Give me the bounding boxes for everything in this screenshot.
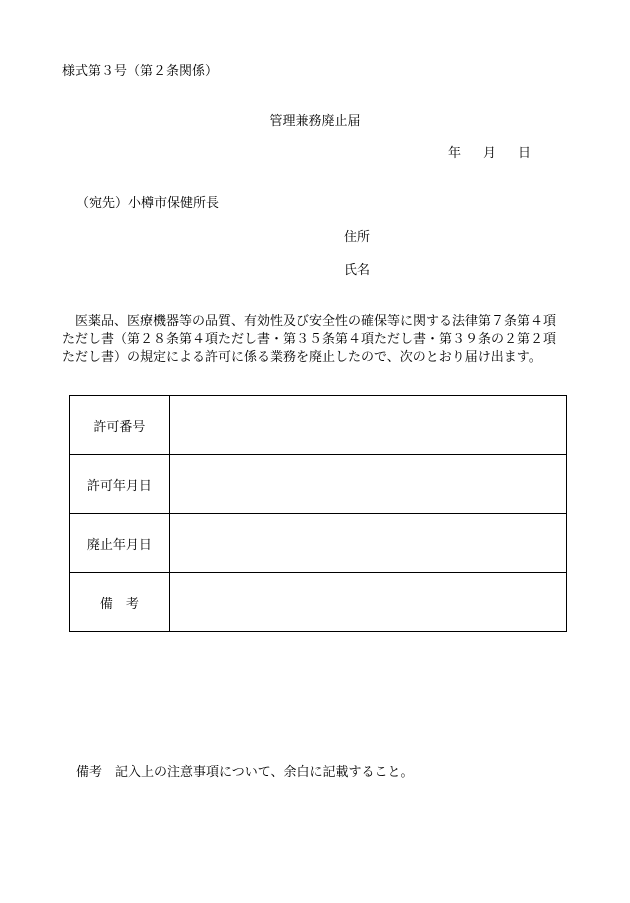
body-text <box>62 313 572 367</box>
date-month-label: 月 <box>483 146 497 161</box>
name-label: 氏名 <box>344 263 371 278</box>
table-row-permit-number <box>70 396 567 455</box>
date-line <box>448 146 531 162</box>
date-year-label: 年 <box>448 146 462 161</box>
permit-date-label: 許可年月日 <box>70 455 170 514</box>
address-label: 住所 <box>344 230 371 245</box>
permit-number-field[interactable] <box>169 396 566 455</box>
body-line-1: 医薬品、医療機器等の品質、有効性及び安全性の確保等に関する法律第７条第４項 <box>75 314 557 329</box>
abolition-date-field[interactable] <box>169 514 566 573</box>
abolition-date-label: 廃止年月日 <box>70 514 170 573</box>
table-row-abolition-date <box>70 514 567 573</box>
info-table <box>69 395 567 632</box>
body-line-3: ただし書）の規定による許可に係る業務を廃止したので、次のとおり届け出ます。 <box>62 350 542 365</box>
document-title: 管理兼務廃止届 <box>269 114 361 129</box>
permit-date-field[interactable] <box>169 455 566 514</box>
remarks-field[interactable] <box>169 573 566 632</box>
date-day-label: 日 <box>518 146 532 161</box>
permit-number-label: 許可番号 <box>70 396 170 455</box>
footer-note: 備考 記入上の注意事項について、余白に記載すること。 <box>76 765 414 780</box>
table-row-remarks <box>70 573 567 632</box>
body-line-2: ただし書（第２８条第４項ただし書・第３５条第４項ただし書・第３９条の２第２項 <box>62 332 557 347</box>
form-number: 様式第３号（第２条関係） <box>62 64 219 79</box>
remarks-label: 備 考 <box>70 573 170 632</box>
addressee: （宛先）小樽市保健所長 <box>76 196 220 211</box>
table-row-permit-date <box>70 455 567 514</box>
